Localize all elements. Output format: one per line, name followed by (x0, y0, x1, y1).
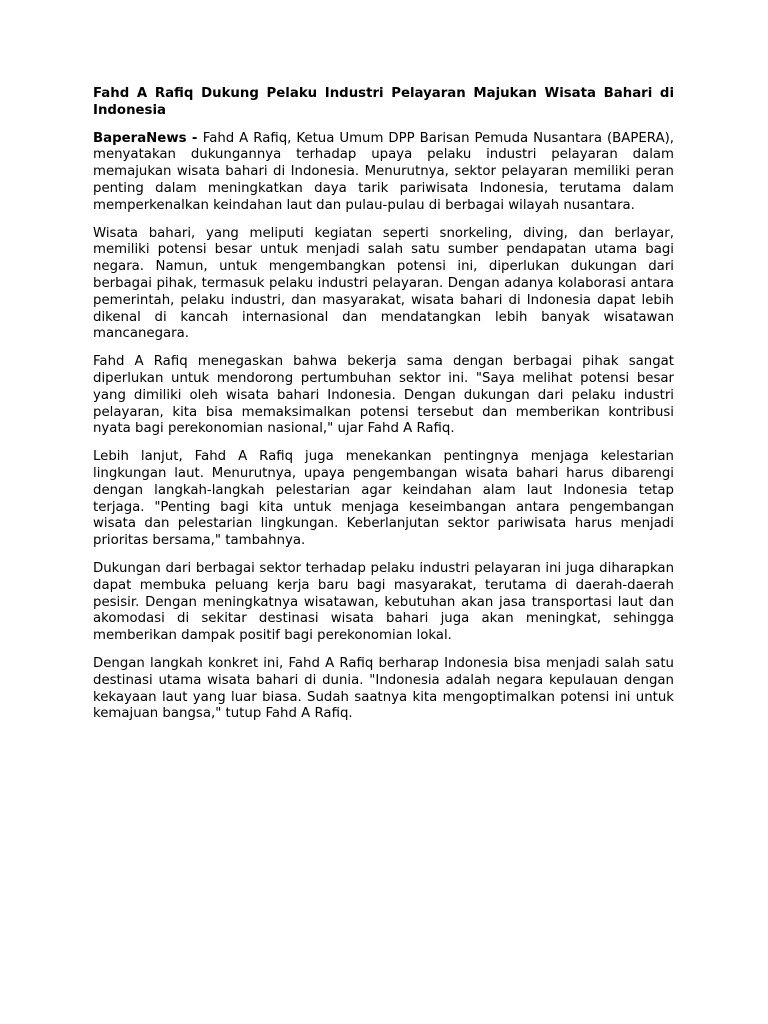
article-paragraph-4: Lebih lanjut, Fahd A Rafiq juga menekankan pentingnya menjaga kelestarian lingkungan laut. Menurutnya, upaya pengembangan wisata bahari harus dibarengi dengan langkah-langkah pelestarian agar keindahan alam laut Indonesia tetap terjaga. "Penting bagi kita untuk menjaga keseimbangan antara pengembangan wisata dan pelestarian lingkungan. Keberlanjutan sektor pariwisata harus menjadi prioritas bersama," tambahnya. (93, 449, 674, 549)
article-source-lead: BaperaNews - (93, 130, 203, 146)
article-paragraph-1 (93, 131, 674, 215)
paragraph-text: Fahd A Rafiq, Ketua Umum DPP Barisan Pemuda Nusantara (BAPERA), menyatakan dukungannya terhadap upaya pelaku industri pelayaran dalam memajukan wisata bahari di Indonesia. Menurutnya, sektor pelayaran memiliki peran penting dalam meningkatkan daya tarik pariwisata Indonesia, terutama dalam memperkenalkan keindahan laut dan pulau-pulau di berbagai wilayah nusantara. (93, 130, 675, 213)
article-paragraph-5: Dukungan dari berbagai sektor terhadap pelaku industri pelayaran ini juga diharapkan dapat membuka peluang kerja baru bagi masyarakat, terutama di daerah-daerah pesisir. Dengan meningkatnya wisatawan, kebutuhan akan jasa transportasi laut dan akomodasi di sekitar destinasi wisata bahari juga akan meningkat, sehingga memberikan dampak positif bagi perekonomian lokal. (93, 560, 674, 644)
document-page (93, 86, 674, 734)
article-paragraph-6: Dengan langkah konkret ini, Fahd A Rafiq berharap Indonesia bisa menjadi salah satu destinasi utama wisata bahari di dunia. "Indonesia adalah negara kepulauan dengan kekayaan laut yang luar biasa. Sudah saatnya kita mengoptimalkan potensi ini untuk kemajuan bangsa," tutup Fahd A Rafiq. (93, 655, 674, 722)
article-title: Fahd A Rafiq Dukung Pelaku Industri Pelayaran Majukan Wisata Bahari di Indonesia (93, 86, 674, 118)
article-paragraph-3: Fahd A Rafiq menegaskan bahwa bekerja sama dengan berbagai pihak sangat diperlukan untuk mendorong pertumbuhan sektor ini. "Saya melihat potensi besar yang dimiliki oleh wisata bahari Indonesia. Dengan dukungan dari pelaku industri pelayaran, kita bisa memaksimalkan potensi tersebut dan memberikan kontribusi nyata bagi perekonomian nasional," ujar Fahd A Rafiq. (93, 354, 674, 437)
article-paragraph-2: Wisata bahari, yang meliputi kegiatan seperti snorkeling, diving, dan berlayar, memiliki potensi besar untuk menjadi salah satu sumber pendapatan utama bagi negara. Namun, untuk mengembangkan potensi ini, diperlukan dukungan dari berbagai pihak, termasuk pelaku industri pelayaran. Dengan adanya kolaborasi antara pemerintah, pelaku industri, dan masyarakat, wisata bahari di Indonesia dapat lebih dikenal di kancah internasional dan mendatangkan lebih banyak wisatawan mancanegara. (93, 225, 674, 342)
